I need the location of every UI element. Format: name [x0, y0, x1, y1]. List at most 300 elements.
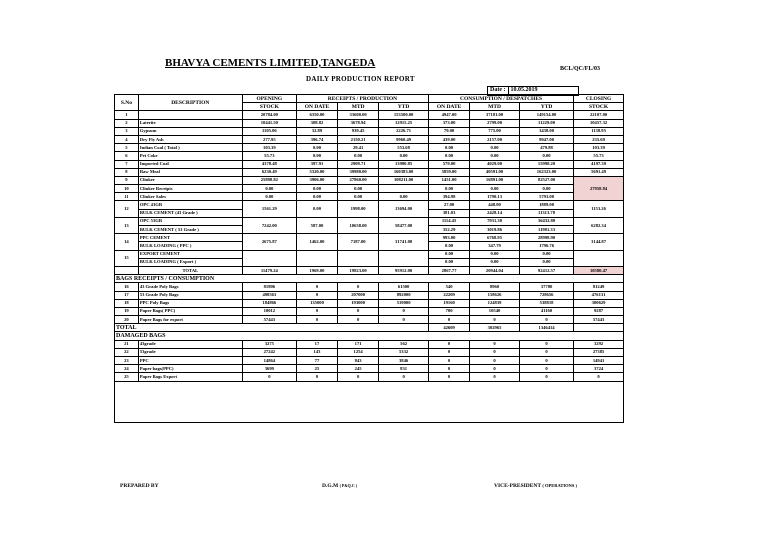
header-closing-stock: STOCK: [574, 103, 624, 111]
cell: 3699: [242, 365, 296, 373]
cell: 0: [519, 340, 573, 348]
cell: 538818: [519, 299, 573, 307]
cell: 245: [338, 365, 379, 373]
prepared-by: PREPARED BY: [120, 483, 159, 489]
cell: 37181.00: [470, 111, 520, 119]
cell: 13980.85: [379, 160, 429, 168]
cell: 397.91: [296, 160, 337, 168]
cell: 1796.76: [519, 242, 573, 250]
cell: 0.00: [470, 152, 520, 160]
cell: 11479.24: [242, 266, 296, 274]
cell: 396.74: [296, 135, 337, 143]
header-c-ytd: YTD: [519, 103, 573, 111]
cell: 15: [115, 250, 139, 266]
cell: 0.00: [379, 152, 429, 160]
form-code: BCL/QC/FL/03: [560, 66, 601, 72]
cell: 0.00: [338, 185, 379, 193]
date-value: 10.05.2019: [508, 87, 540, 95]
cell: 10580.47: [574, 266, 624, 274]
table-row: [115, 119, 624, 127]
table-row: [115, 152, 624, 160]
company-title: BHAVYA CEMENTS LIMITED,TANGEDA: [165, 57, 376, 69]
cell: OPC 43GR: [138, 201, 242, 209]
cell: 0.00: [338, 152, 379, 160]
report-title: DAILY PRODUCTION REPORT: [306, 75, 415, 83]
cell: 0.00: [296, 193, 337, 201]
cell: 0: [338, 316, 379, 324]
cell: 277.95: [242, 135, 296, 143]
cell: 81806: [242, 283, 296, 291]
cell: [379, 250, 429, 266]
cell: 7187.00: [338, 234, 379, 250]
cell: 1105.06: [242, 127, 296, 135]
cell: 562: [379, 340, 429, 348]
cell: 0: [296, 283, 337, 291]
cell: Clinker Receipts: [138, 185, 242, 193]
cell: 2157.00: [470, 135, 520, 143]
cell: 14941: [574, 357, 624, 365]
cell: 19: [115, 307, 139, 315]
cell: 0: [429, 348, 470, 356]
cell: 135000: [296, 299, 337, 307]
cell: OPC 53GR: [138, 217, 242, 225]
cell: Indian Coal ( Total ): [138, 144, 242, 152]
cell: 1138.95: [574, 127, 624, 135]
cell: [574, 250, 624, 266]
cell: 1561.29: [242, 201, 296, 217]
table-row: [115, 357, 624, 365]
cell: 0.00: [429, 250, 470, 258]
cell: 2428.14: [470, 209, 520, 217]
cell: Pet Coke: [138, 152, 242, 160]
cell: 0.00: [429, 144, 470, 152]
cell: 53grade: [138, 348, 242, 356]
cell: 0: [338, 373, 379, 381]
cell: Paper bags(PPC): [138, 365, 242, 373]
cell: 10: [115, 185, 139, 193]
cell: 43 Grade Poly Bags: [138, 283, 242, 291]
cell: 0.00: [296, 144, 337, 152]
cell: Paper Bags( PPC): [138, 307, 242, 315]
cell: 0: [379, 316, 429, 324]
cell: 20944.04: [470, 266, 520, 274]
table-row-split: [115, 250, 624, 258]
cell: 57443: [574, 316, 624, 324]
cell: 82527.00: [519, 176, 573, 184]
cell: 55.73: [574, 152, 624, 160]
cell: 43grade: [138, 340, 242, 348]
cell: 184866: [242, 299, 296, 307]
cell: Clinker Sales: [138, 193, 242, 201]
table-row: [115, 316, 624, 324]
cell: 0: [379, 373, 429, 381]
cell: 728656: [519, 291, 573, 299]
cell: 40591.00: [470, 168, 520, 176]
cell: 775.00: [470, 127, 520, 135]
cell: Imported Coal: [138, 160, 242, 168]
table-row: [115, 127, 624, 135]
cell: 1153.26: [574, 201, 624, 217]
cell: 5859.00: [429, 168, 470, 176]
cell: 27385: [574, 348, 624, 356]
cell: 0: [429, 340, 470, 348]
cell: 10540: [470, 307, 520, 315]
cell: 0: [519, 373, 573, 381]
cell: 3019.86: [470, 226, 520, 234]
cell: 14: [115, 234, 139, 250]
cell: 193000: [338, 299, 379, 307]
cell: 17: [115, 291, 139, 299]
cell: 5691.49: [574, 168, 624, 176]
cell: 29.41: [338, 144, 379, 152]
cell: 0: [338, 283, 379, 291]
cell: Raw Meal: [138, 168, 242, 176]
cell: EXPORT CEMENT: [138, 250, 242, 258]
cell: [296, 250, 337, 266]
cell: 352.29: [429, 226, 470, 234]
cell: 19823.00: [338, 266, 379, 274]
cell: 77: [296, 357, 337, 365]
cell: 33600.00: [338, 111, 379, 119]
vp-sub: ( OPERATIONS ): [542, 483, 578, 488]
cell: 0: [470, 357, 520, 365]
cell: 2: [115, 119, 139, 127]
cell: 0: [519, 316, 573, 324]
cell: 27242: [242, 348, 296, 356]
bags-total-row: [115, 324, 624, 332]
cell: 22: [115, 348, 139, 356]
cell: 0: [470, 348, 520, 356]
cell: 498563: [242, 291, 296, 299]
cell: Laterite: [138, 119, 242, 127]
table-row: [115, 176, 624, 184]
table-row: [115, 168, 624, 176]
cell: 381.03: [429, 209, 470, 217]
cell: 153500.00: [379, 111, 429, 119]
cell: [338, 250, 379, 266]
cell: 55.73: [242, 152, 296, 160]
table-row: [115, 283, 624, 291]
cell: 0.00: [519, 185, 573, 193]
dgm-label: D.G.M: [322, 483, 339, 489]
cell: 143: [296, 348, 337, 356]
cell: 1969.00: [296, 266, 337, 274]
cell: 11981.33: [519, 226, 573, 234]
cell: 10012: [242, 307, 296, 315]
cell: 0.00: [379, 193, 429, 201]
cell: 0.00: [338, 193, 379, 201]
cell: 0.00: [296, 185, 337, 193]
cell: 0: [296, 307, 337, 315]
cell: 10638.00: [338, 217, 379, 233]
vp-signature: [494, 483, 577, 489]
cell: 11229.00: [519, 119, 573, 127]
cell: 373.00: [429, 119, 470, 127]
cell: 2867.77: [429, 266, 470, 274]
cell: PPC Poly Bags: [138, 299, 242, 307]
cell: 4029.00: [470, 160, 520, 168]
cell: 0: [470, 365, 520, 373]
cell: 1346414: [519, 324, 573, 332]
cell: 3906.00: [296, 176, 337, 184]
header-r-ytd: YTD: [379, 103, 429, 111]
cell: 0: [519, 348, 573, 356]
cell: 0.00: [429, 258, 470, 266]
cell: 32.89: [296, 127, 337, 135]
table-row: [115, 348, 624, 356]
table-row: [115, 299, 624, 307]
table-row: [115, 373, 624, 381]
cell: 11: [115, 193, 139, 201]
cell: 103.39: [574, 144, 624, 152]
cell: 41160: [519, 307, 573, 315]
cell: 22209: [429, 291, 470, 299]
cell: 2799.00: [470, 119, 520, 127]
cell: 25: [115, 373, 139, 381]
cell: 1462.00: [296, 234, 337, 250]
cell: 0: [296, 316, 337, 324]
cell: 0: [519, 365, 573, 373]
cell: 25: [296, 365, 337, 373]
cell: 13: [115, 217, 139, 233]
cell: 308.82: [296, 119, 337, 127]
cell: 0.00: [242, 193, 296, 201]
cell: 519000: [379, 299, 429, 307]
cell: [242, 250, 296, 266]
cell: 103.39: [242, 144, 296, 152]
cell: [574, 324, 624, 332]
cell: 8: [115, 168, 139, 176]
header-opening: OPENING: [242, 95, 296, 103]
cell: 0.00: [296, 201, 337, 217]
cell: 149154.00: [519, 111, 573, 119]
cell: 28998.90: [519, 234, 573, 242]
cell: 31741.00: [379, 234, 429, 250]
cell: 15998.20: [519, 160, 573, 168]
cell: 587.00: [296, 217, 337, 233]
cell: 22107.00: [574, 111, 624, 119]
cell: 6282.34: [574, 217, 624, 233]
cell: 939.45: [338, 127, 379, 135]
cell: 42609: [429, 324, 470, 332]
cell: 3678.94: [338, 119, 379, 127]
cell: 27860.00: [338, 176, 379, 184]
cell: 79.00: [429, 127, 470, 135]
total-row: [115, 266, 624, 274]
cell: 14864: [242, 357, 296, 365]
cell: 700: [429, 307, 470, 315]
cell: 16891.00: [470, 176, 520, 184]
cell: 6230.49: [242, 168, 296, 176]
cell: 160383.00: [379, 168, 429, 176]
cell: 6: [115, 152, 139, 160]
cell: 9947.00: [519, 135, 573, 143]
table-row: [115, 365, 624, 373]
cell: 5332: [379, 348, 429, 356]
header-c-ondate: ON DATE: [429, 103, 470, 111]
header-r-mtd: MTD: [338, 103, 379, 111]
cell: 27958.84: [574, 176, 624, 201]
cell: DAMAGED BAGS: [115, 332, 624, 340]
table-row: [115, 291, 624, 299]
table-row-split: [115, 234, 624, 242]
cell: BULK LOADING ( PPC ): [138, 242, 242, 250]
dgm-signature: [322, 483, 357, 489]
table-row: [115, 111, 624, 119]
cell: 5320.00: [296, 168, 337, 176]
cell: 0: [519, 357, 573, 365]
cell: 124839: [470, 299, 520, 307]
cell: 6768.95: [470, 234, 520, 242]
cell: 12915.25: [379, 119, 429, 127]
cell: 25898.82: [242, 176, 296, 184]
cell: 18: [115, 299, 139, 307]
cell: 16: [115, 283, 139, 291]
cell: 302965: [470, 324, 520, 332]
cell: [138, 111, 242, 119]
cell: 0.00: [519, 250, 573, 258]
cell: 3275: [242, 340, 296, 348]
cell: 3: [115, 127, 139, 135]
cell: 0.00: [242, 185, 296, 193]
cell: 843: [338, 357, 379, 365]
cell: 0: [470, 340, 520, 348]
cell: 13694.00: [379, 201, 429, 217]
cell: 92412.57: [519, 266, 573, 274]
cell: Gypsum: [138, 127, 242, 135]
cell: 0: [470, 373, 520, 381]
cell: 39980.00: [338, 168, 379, 176]
table-row: [115, 307, 624, 315]
cell: BAGS RECEIPTS / CONSUMPTION: [115, 275, 624, 283]
cell: TOTAL: [115, 324, 429, 332]
cell: BULK LOADING ( Export ): [138, 258, 242, 266]
cell: 479.88: [519, 144, 573, 152]
cell: 476131: [574, 291, 624, 299]
cell: 171: [338, 340, 379, 348]
cell: 24: [115, 365, 139, 373]
cell: 162323.00: [519, 168, 573, 176]
header-sno: S.No: [115, 95, 139, 111]
cell: 3846: [379, 357, 429, 365]
cell: Paper Bags Export: [138, 373, 242, 381]
cell: 0: [429, 373, 470, 381]
cell: 1114.45: [429, 217, 470, 225]
cell: 0: [338, 307, 379, 315]
cell: 0: [429, 365, 470, 373]
table-row-split: [115, 217, 624, 225]
cell: 553.68: [379, 144, 429, 152]
cell: 1451.00: [429, 176, 470, 184]
cell: 579.00: [429, 160, 470, 168]
cell: 58477.00: [379, 217, 429, 233]
cell: TOTAL: [138, 266, 242, 274]
table-row: [115, 160, 624, 168]
cell: 0: [429, 357, 470, 365]
section-row: [115, 275, 624, 283]
cell: 0: [296, 291, 337, 299]
cell: 1: [115, 111, 139, 119]
cell: 0: [379, 307, 429, 315]
cell: 3438.00: [519, 127, 573, 135]
cell: 3144.87: [574, 234, 624, 250]
cell: 4947.00: [429, 111, 470, 119]
cell: 1998.00: [338, 201, 379, 217]
cell: 27.00: [429, 201, 470, 209]
cell: 0.00: [429, 152, 470, 160]
cell: [115, 381, 624, 422]
header-r-ondate: ON DATE: [296, 103, 337, 111]
cell: 95912.00: [379, 266, 429, 274]
cell: 5793.00: [519, 193, 573, 201]
cell: 20: [115, 316, 139, 324]
cell: 9: [115, 176, 139, 184]
cell: 0.00: [470, 144, 520, 152]
cell: 892000: [379, 291, 429, 299]
cell: 108211.00: [379, 176, 429, 184]
cell: 2150.21: [338, 135, 379, 143]
cell: PPC: [138, 357, 242, 365]
cell: 831: [379, 365, 429, 373]
cell: 1790.13: [470, 193, 520, 201]
cell: 207000: [338, 291, 379, 299]
table-row: [115, 340, 624, 348]
cell: 235.69: [574, 135, 624, 143]
cell: 3292: [574, 340, 624, 348]
cell: 81249: [574, 283, 624, 291]
dgm-sub: ( P&Q.C ): [339, 483, 358, 488]
cell: 9287: [574, 307, 624, 315]
header-c-mtd: MTD: [470, 103, 520, 111]
header-row-1: [115, 95, 624, 103]
cell: 2675.87: [242, 234, 296, 250]
cell: 3724: [574, 365, 624, 373]
cell: 300629: [574, 299, 624, 307]
cell: 448.00: [470, 201, 520, 209]
date-label: Date :: [490, 87, 506, 93]
cell: Dry Fly Ash: [138, 135, 242, 143]
cell: Paper Bags for export: [138, 316, 242, 324]
cell: 5: [115, 144, 139, 152]
header-consumption: CONSUMPTION / DESPATCHES: [429, 95, 574, 103]
cell: BULK CEMENT ( 53 Grade ): [138, 226, 242, 234]
vp-label: VICE-PRESIDENT: [494, 483, 541, 489]
section-row: [115, 332, 624, 340]
cell: 0.00: [470, 258, 520, 266]
cell: 4378.48: [242, 160, 296, 168]
cell: 10457.32: [574, 119, 624, 127]
cell: 1889.00: [519, 201, 573, 209]
cell: 4197.39: [574, 160, 624, 168]
cell: 0: [242, 373, 296, 381]
cell: 158626: [470, 291, 520, 299]
cell: 9960.49: [379, 135, 429, 143]
cell: 17: [296, 340, 337, 348]
header-receipts: RECEIPTS / PRODUCTION: [296, 95, 428, 103]
cell: 0.00: [519, 152, 573, 160]
cell: 0.00: [470, 250, 520, 258]
cell: 7931.30: [470, 217, 520, 225]
cell: 6350.00: [296, 111, 337, 119]
cell: 0: [574, 373, 624, 381]
cell: 439.00: [429, 135, 470, 143]
cell: 20784.00: [242, 111, 296, 119]
cell: 19160: [429, 299, 470, 307]
cell: 0.00: [519, 258, 573, 266]
cell: 993.00: [429, 234, 470, 242]
table-row-split: [115, 201, 624, 209]
cell: 0: [470, 316, 520, 324]
